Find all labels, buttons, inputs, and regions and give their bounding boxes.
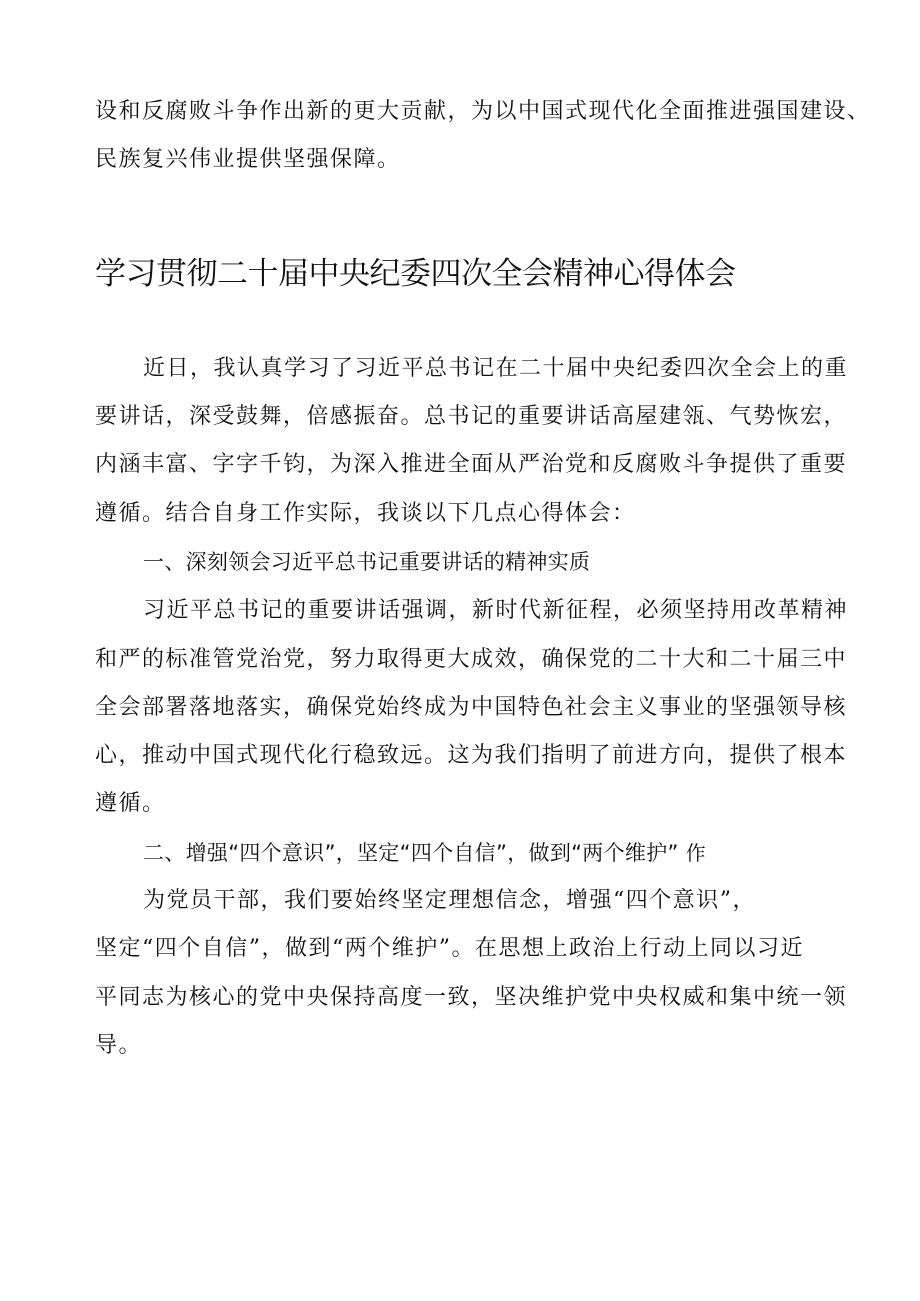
section1-line: 习近平总书记的重要讲话强调，新时代新征程，必须坚持用改革精神 [143,598,849,623]
section-heading-2-tail: 作 [685,841,706,865]
intro-line: 要讲话，深受鼓舞，倍感振奋。总书记的重要讲话高屋建瓴、气势恢宏， [95,404,848,429]
section2-line: 平同志为核心的党中央保持高度一致，坚决维护党中央权威和集中统一领 [95,985,848,1010]
section2-line: 为党员干部，我们要始终坚定理想信念，增强“四个意识”， [143,888,756,913]
body-line: 民族复兴伟业提供坚强保障。 [95,147,401,172]
section1-line: 心，推动中国式现代化行稳致远。这为我们指明了前进方向，提供了根本 [95,743,848,768]
intro-line: 遵循。结合自身工作实际，我谈以下几点心得体会： [95,501,636,526]
section1-line: 遵循。 [95,791,166,816]
section1-line: 全会部署落地落实，确保党始终成为中国特色社会主义事业的坚强领导核 [95,695,848,720]
intro-line: 内涵丰富、字字千钧，为深入推进全面从严治党和反腐败斗争提供了重要 [95,452,848,477]
intro-line: 近日，我认真学习了习近平总书记在二十届中央纪委四次全会上的重 [143,356,849,381]
section2-line: 坚定“四个自信”，做到“两个维护”。在思想上政治上行动上同以习近 [95,936,804,961]
document-title: 学习贯彻二十届中央纪委四次全会精神心得体会 [95,256,736,292]
section-heading-2-text: 二、增强“四个意识”，坚定“四个自信”，做到“两个维护” [143,841,679,865]
section-heading-2 [143,838,706,868]
section2-line: 导。 [95,1033,143,1058]
body-line: 设和反腐败斗争作出新的更大贡献，为以中国式现代化全面推进强国建设、 [95,99,871,124]
section-heading-1: 一、深刻领会习近平总书记重要讲话的精神实质 [143,550,591,574]
section1-line: 和严的标准管党治党，努力取得更大成效，确保党的二十大和二十届三中 [95,647,848,672]
